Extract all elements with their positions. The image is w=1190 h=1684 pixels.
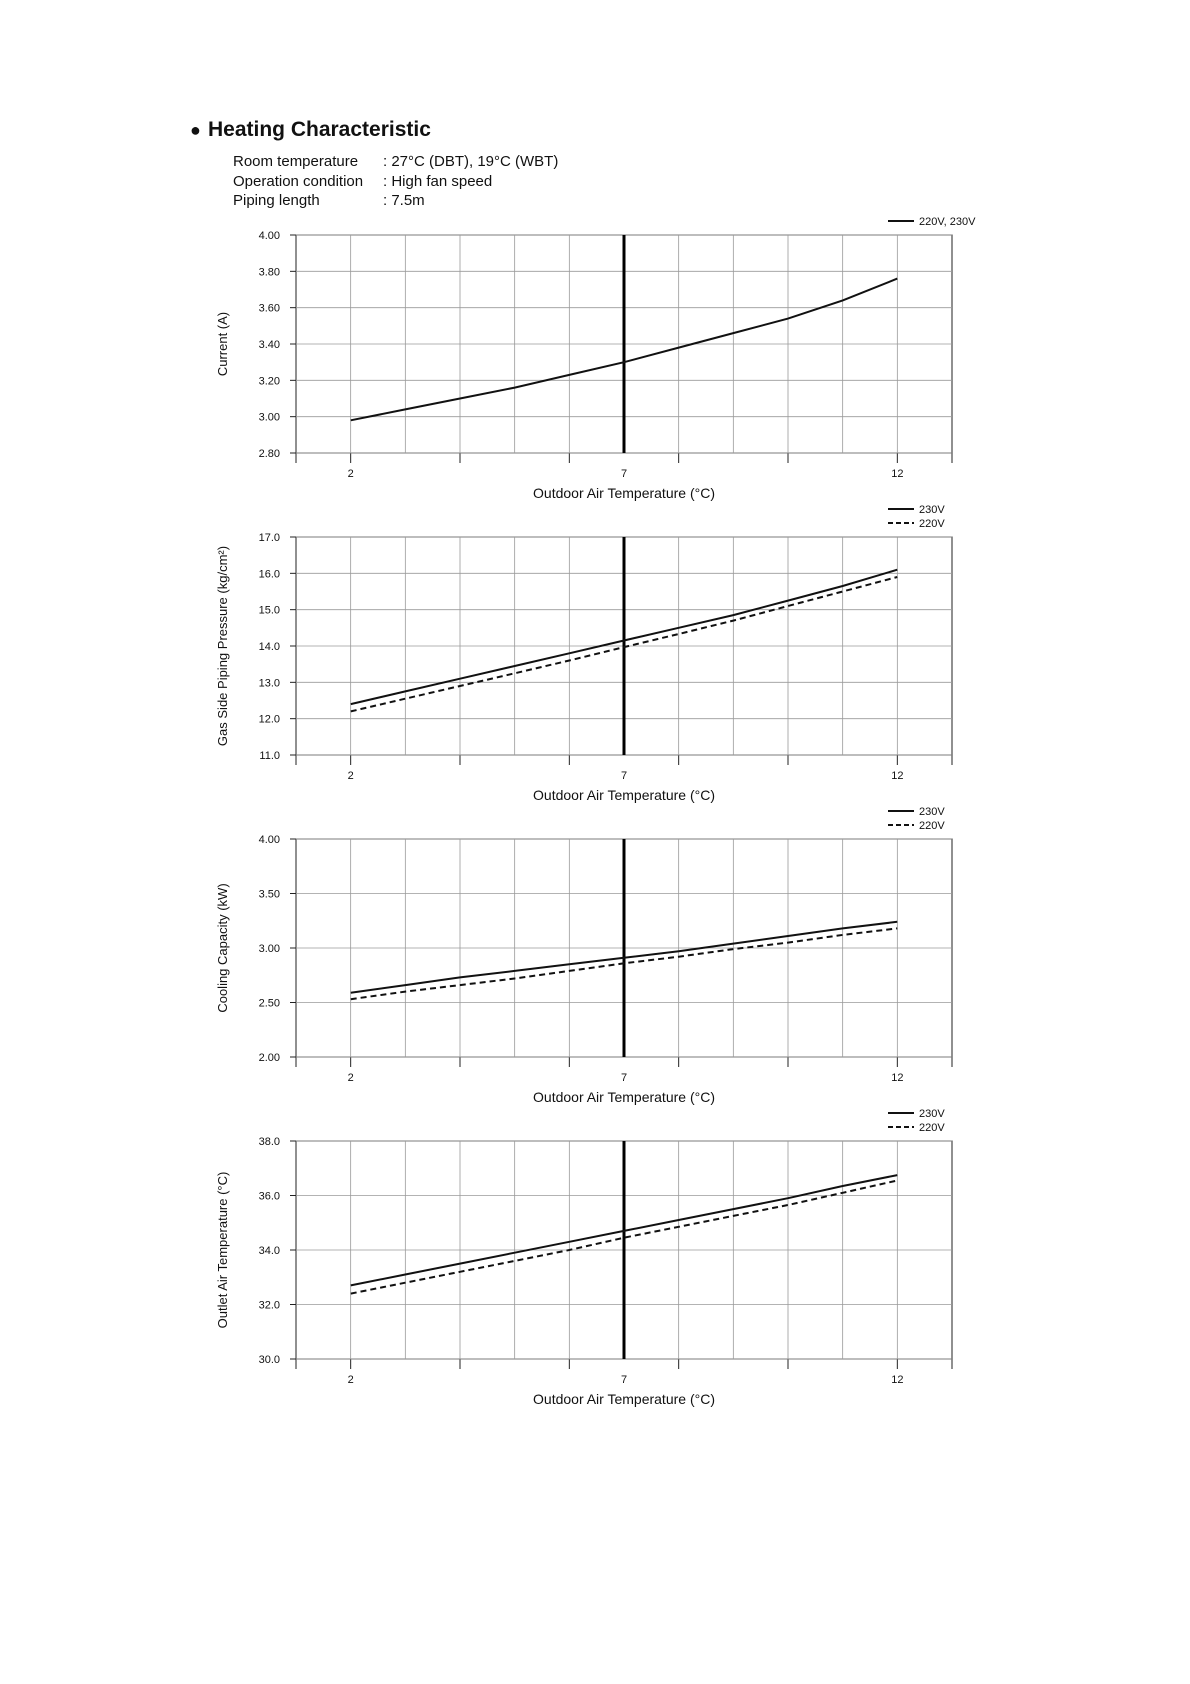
x-tick-label: 7 [620,1072,628,1084]
y-tick-label: 3.40 [258,339,280,351]
x-tick-label: 12 [891,1072,904,1084]
x-tick-label: 7 [620,770,628,782]
y-tick-label: 3.00 [258,943,280,955]
x-axis-label: Outdoor Air Temperature (°C) [533,787,715,803]
y-tick-label: 3.80 [258,266,280,279]
x-axis-label: Outdoor Air Temperature (°C) [533,1391,715,1407]
x-tick-label: 2 [347,1374,354,1386]
condition-label: Piping length [233,192,320,209]
y-tick-label: 3.00 [258,411,280,424]
page-title-text: Heating Characteristic [208,118,431,141]
condition-label: Operation condition [233,172,364,190]
x-tick-label: 12 [891,468,904,480]
y-tick-label: 32.0 [258,1299,280,1312]
condition-value: : High fan speed [383,172,493,190]
condition-value: : 7.5m [383,192,425,209]
legend-label: 230V [919,1108,945,1120]
y-tick-label: 2.00 [258,1052,280,1064]
x-tick-label: 7 [620,468,628,480]
legend-label: 220V, 230V [919,216,976,228]
y-tick-label: 3.60 [258,302,280,315]
y-tick-label: 34.0 [258,1245,280,1257]
condition-room-temperature [233,152,558,172]
x-axis-label: Outdoor Air Temperature (°C) [533,1089,715,1105]
y-tick-label: 30.0 [258,1354,280,1366]
y-tick-label: 14.0 [258,641,280,653]
y-axis-label: Outlet Air Temperature (°C) [215,1171,230,1329]
condition-value: : 27°C (DBT), 19°C (WBT) [383,153,559,170]
y-tick-label: 3.20 [258,375,280,388]
y-tick-label: 36.0 [258,1190,280,1203]
x-axis-label: Outdoor Air Temperature (°C) [533,485,715,501]
y-tick-label: 38.0 [258,1136,280,1148]
y-tick-label: 13.0 [258,677,280,690]
legend-label: 220V [919,820,945,832]
y-tick-label: 16.0 [258,568,280,581]
x-tick-label: 2 [347,1072,354,1084]
legend-label: 220V [919,1122,945,1134]
y-tick-label: 15.0 [258,604,280,617]
x-tick-label: 2 [347,468,354,480]
condition-label: Room temperature [233,153,359,170]
y-tick-label: 4.00 [258,230,280,242]
y-tick-label: 12.0 [258,713,280,726]
x-tick-label: 12 [891,770,904,782]
condition-operation [233,172,558,192]
y-tick-label: 11.0 [259,750,280,762]
y-axis-label: Current (A) [215,311,230,377]
test-conditions [233,152,558,211]
bullet-icon: ● [190,120,201,140]
legend-label: 230V [919,806,945,818]
y-tick-label: 2.80 [258,448,280,460]
y-tick-label: 4.00 [258,834,280,846]
y-tick-label: 2.50 [258,997,280,1010]
y-tick-label: 17.0 [258,532,280,544]
legend-label: 230V [919,504,945,516]
x-tick-label: 2 [347,770,354,782]
legend-label: 220V [919,518,945,530]
y-tick-label: 3.50 [258,888,280,901]
y-axis-label: Cooling Capacity (kW) [215,883,230,1013]
x-tick-label: 12 [891,1374,904,1386]
x-tick-label: 7 [620,1374,628,1386]
condition-piping-length [233,191,558,211]
y-axis-label: Gas Side Piping Pressure (kg/cm²) [215,545,230,747]
page-title [190,118,431,142]
outlet-temperature-chart [0,1108,1190,1651]
